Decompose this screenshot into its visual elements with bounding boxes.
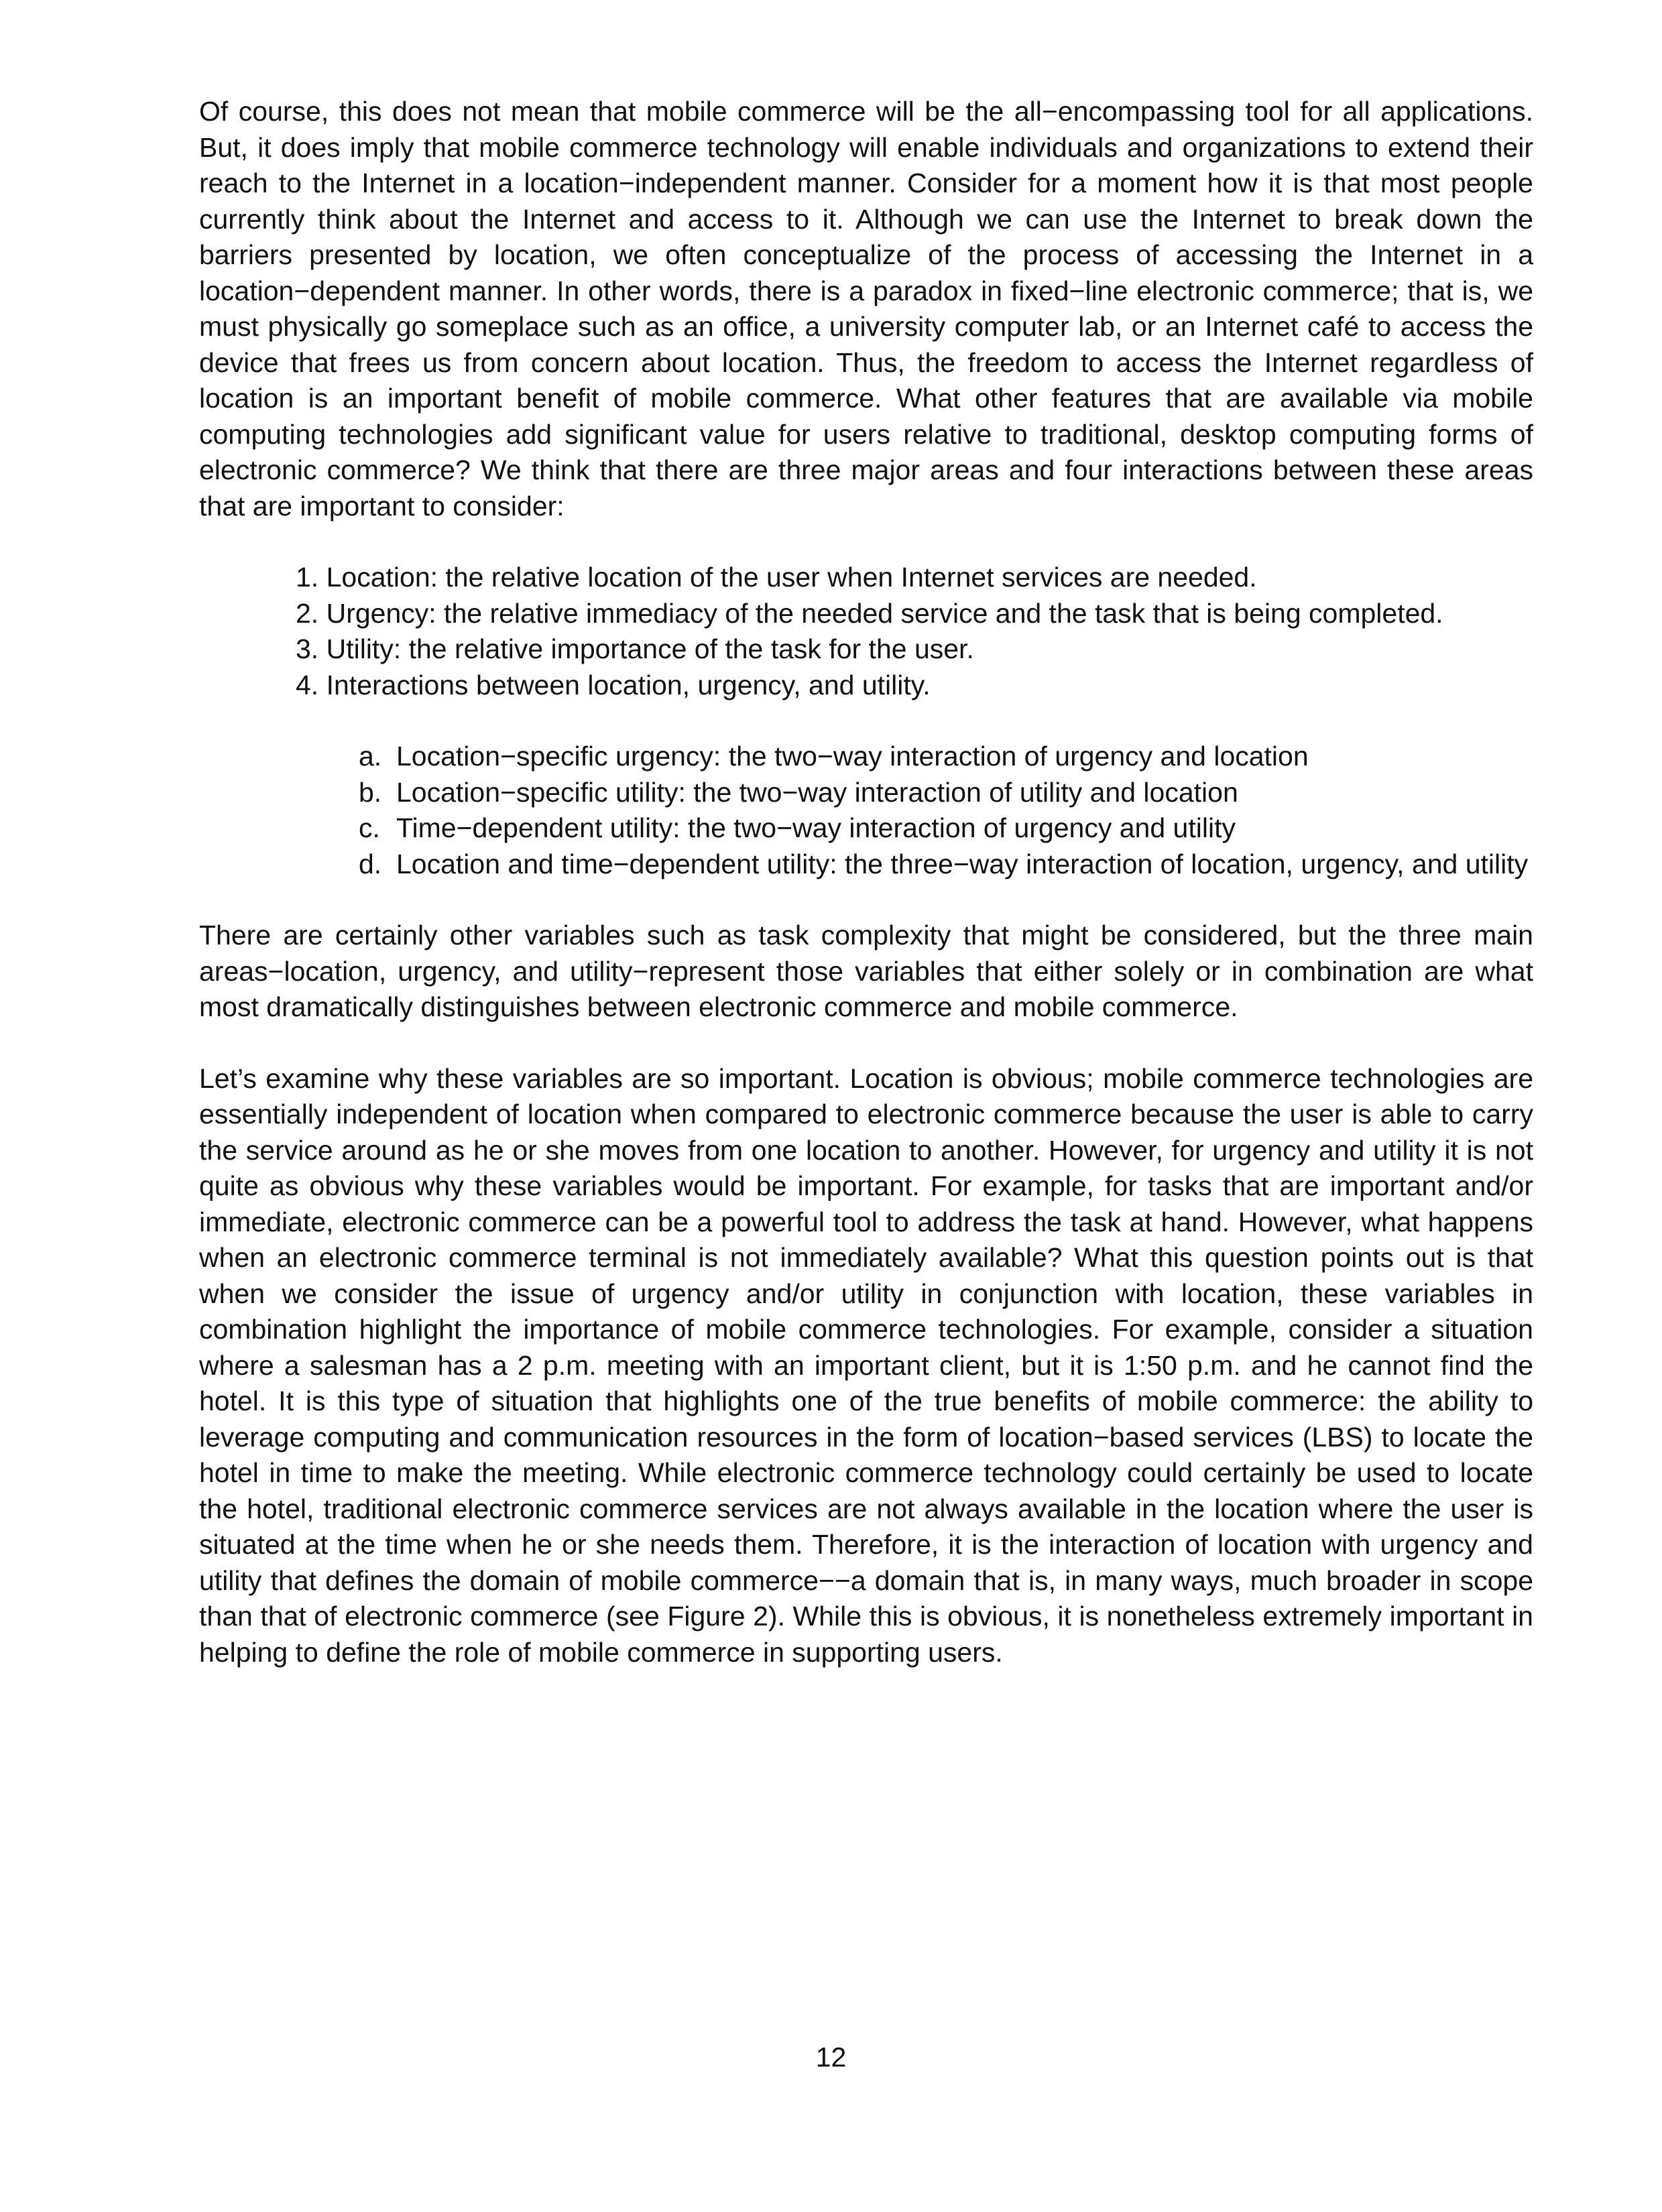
page-number: 12	[815, 2042, 847, 2073]
list-item: 1. Location: the relative location of the user when Internet services are needed.	[296, 562, 1257, 593]
list-item: d. Location and time−dependent utility: the three−way interaction of location, urgency, and utility	[359, 848, 1529, 879]
paragraph-variables: There are certainly other variables such as task complexity that might be considered, but the three main areas−location, urgency, and utility−represent those variables that either solely or in combination are what most dramatically distinguishes between electronic commerce and mobile commerce.	[199, 920, 1533, 1022]
list-item: 4. Interactions between location, urgency, and utility.	[296, 669, 931, 700]
list-item: a. Location−specific urgency: the two−way interaction of urgency and location	[359, 741, 1309, 772]
interactions-list	[199, 739, 1533, 882]
paragraph-examination: Let’s examine why these variables are so important. Location is obvious; mobile commerce technologies are essentially independent of location when compared to electronic commerce because the user is able to carry the service around as he or she moves from one location to another. However, for urgency and utility it is not quite as obvious why these variables would be important. For example, for tasks that are important and/or immediate, electronic commerce can be a powerful tool to address the task at hand. However, what happens when an electronic commerce terminal is not immediately available? What this question points out is that when we consider the issue of urgency and/or utility in conjunction with location, these variables in combination highlight the importance of mobile commerce technologies. For example, consider a situation where a salesman has a 2 p.m. meeting with an important client, but it is 1:50 p.m. and he cannot find the hotel. It is this type of situation that highlights one of the true benefits of mobile commerce: the ability to leverage computing and communication resources in the form of location−based services (LBS) to locate the hotel in time to make the meeting. While electronic commerce technology could certainly be used to locate the hotel, traditional electronic commerce services are not always available in the location where the user is situated at the time when he or she needs them. Therefore, it is the interaction of location with urgency and utility that defines the domain of mobile commerce−−a domain that is, in many ways, much broader in scope than that of electronic commerce (see Figure 2). While this is obvious, it is nonetheless extremely important in helping to define the role of mobile commerce in supporting users.	[199, 1062, 1533, 1668]
areas-list	[199, 560, 1533, 703]
document-page	[199, 94, 1533, 1670]
list-item: b. Location−specific utility: the two−way interaction of utility and location	[359, 776, 1238, 808]
paragraph-intro: Of course, this does not mean that mobile commerce will be the all−encompassing tool for all applications. But, it does imply that mobile commerce technology will enable individuals and organizations to extend their reach to the Internet in a location−independent manner. Consider for a moment how it is that most people currently think about the Internet and access to it. Although we can use the Internet to break down the barriers presented by location, we often conceptualize of the process of accessing the Internet in a location−dependent manner. In other words, there is a paradox in fixed−line electronic commerce; that is, we must physically go someplace such as an office, a university computer lab, or an Internet café to access the device that frees us from concern about location. Thus, the freedom to access the Internet regardless of location is an important benefit of mobile commerce. What other features that are available via mobile computing technologies add significant value for users relative to traditional, desktop computing forms of electronic commerce? We think that there are three major areas and four interactions between these areas that are important to consider:	[199, 96, 1533, 521]
list-item: 2. Urgency: the relative immediacy of the needed service and the task that is being completed.	[296, 597, 1443, 629]
list-item: c. Time−dependent utility: the two−way interaction of urgency and utility	[359, 812, 1236, 843]
list-item: 3. Utility: the relative importance of the task for the user.	[296, 633, 974, 664]
